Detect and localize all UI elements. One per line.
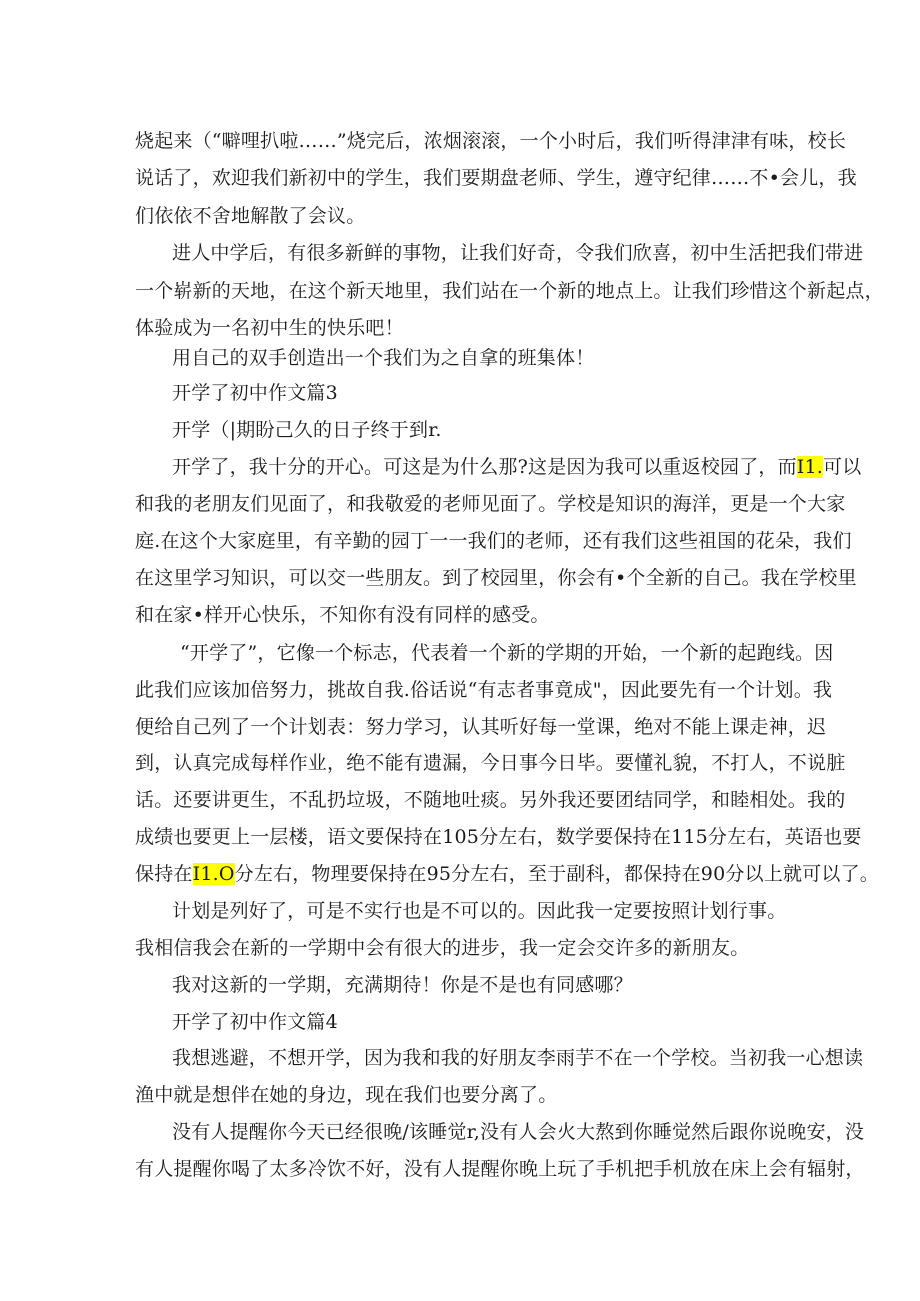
paragraph-line: “开学了”，它像一个标志，代表着一个新的学期的开始，一个新的起跑线。因 [180, 642, 834, 664]
paragraph-line: 们依依不舍地解散了会议。 [135, 205, 366, 227]
highlighted-text: I1.O [192, 863, 235, 885]
paragraph-line: 我想逃避，不想开学，因为我和我的好朋友李雨芋不在一个学校。当初我一心想读 [172, 1047, 864, 1069]
paragraph-line: 和在家•样开心快乐，不知你有没有同样的感受。 [135, 604, 550, 626]
line-text: 开学了，我十分的开心。可这是为什么那?这是因为我可以重返校园了，而 [172, 456, 797, 478]
line-text: 分左右，物理要保持在95分左右，至于副科，都保持在90分以上就可以了。 [234, 863, 879, 885]
paragraph-line: 体验成为一名初中生的快乐吧！ [135, 317, 404, 339]
paragraph-line: 便给自己列了一个计划表：努力学习，认其听好每一堂课，绝对不能上课走神，迟 [135, 716, 827, 738]
paragraph-line: 进人中学后，有很多新鲜的事物，让我们好奇，令我们欣喜，初中生活把我们带进 [172, 242, 864, 264]
paragraph-line: 没有人提醒你今天已经很晚/该睡觉r,没有人会火大熬到你睡觉然后跟你说晚安，没 [172, 1121, 865, 1143]
paragraph-line: 此我们应该加倍努力，挑故自我.俗话说“有志者事竟成"，因此要先有一个计划。我 [135, 679, 833, 701]
paragraph-line: 成绩也要更上一层楼，语文要保持在105分左右，数学要保持在115分左右，英语也要 [135, 826, 862, 848]
highlighted-text: I1. [796, 456, 824, 478]
paragraph-line: 说话了，欢迎我们新初中的学生，我们要期盘老师、学生，遵守纪律……不•会儿，我 [135, 167, 857, 189]
paragraph-line: 庭.在这个大家庭里，有辛勤的园丁一一我们的老师，还有我们这些祖国的花朵，我们 [135, 530, 852, 552]
paragraph-line: 用自己的双手创造出一个我们为之自拿的班集体！ [172, 347, 595, 369]
line-text: 可以 [823, 456, 862, 478]
paragraph-line: 到，认真完成每样作业，绝不能有遗漏，今日事今日毕。要懂礼貌，不打人，不说脏 [135, 752, 846, 774]
line-text: 保持在 [135, 863, 193, 885]
paragraph-line: 在这里学习知识，可以交一些朋友。到了校园里，你会有•个全新的自己。我在学校里 [135, 567, 857, 589]
paragraph-line: 计划是列好了，可是不实行也是不可以的。因此我一定要按照计划行事。 [172, 900, 787, 922]
paragraph-line: 一个崭新的天地，在这个新天地里，我们站在一个新的地点上。让我们珍惜这个新起点， [135, 280, 884, 302]
paragraph-line: 和我的老朋友们见面了，和我敬爱的老师见面了。学校是知识的海洋，更是一个大家 [135, 493, 846, 515]
paragraph-line [172, 454, 861, 480]
paragraph-line: 渔中就是想伴在她的身边，现在我们也要分离了。 [135, 1084, 558, 1106]
paragraph-line: 我对这新的一学期，充满期待！你是不是也有同感哪？ [172, 974, 633, 996]
paragraph-line: 话。还要讲更生，不乱扔垃圾，不随地吐痰。另外我还要团结同学，和睦相处。我的 [135, 789, 846, 811]
section-heading: 开学了初中作文篇3 [172, 382, 338, 404]
paragraph-line: 开学（|期盼己久的日子终于到r. [172, 419, 442, 441]
paragraph-line: 烧起来（“噼哩扒啦……”烧完后，浓烟滚滚，一个小时后，我们听得津津有味，校长 [135, 130, 847, 152]
section-heading: 开学了初中作文篇4 [172, 1011, 338, 1033]
paragraph-line [135, 861, 879, 887]
paragraph-line: 有人提醒你喝了太多冷饮不好，没有人提醒你晚上玩了手机把手机放在床上会有辐射， [135, 1158, 865, 1180]
paragraph-line: 我相信我会在新的一学期中会有很大的进步，我一定会交许多的新朋友。 [135, 937, 750, 959]
